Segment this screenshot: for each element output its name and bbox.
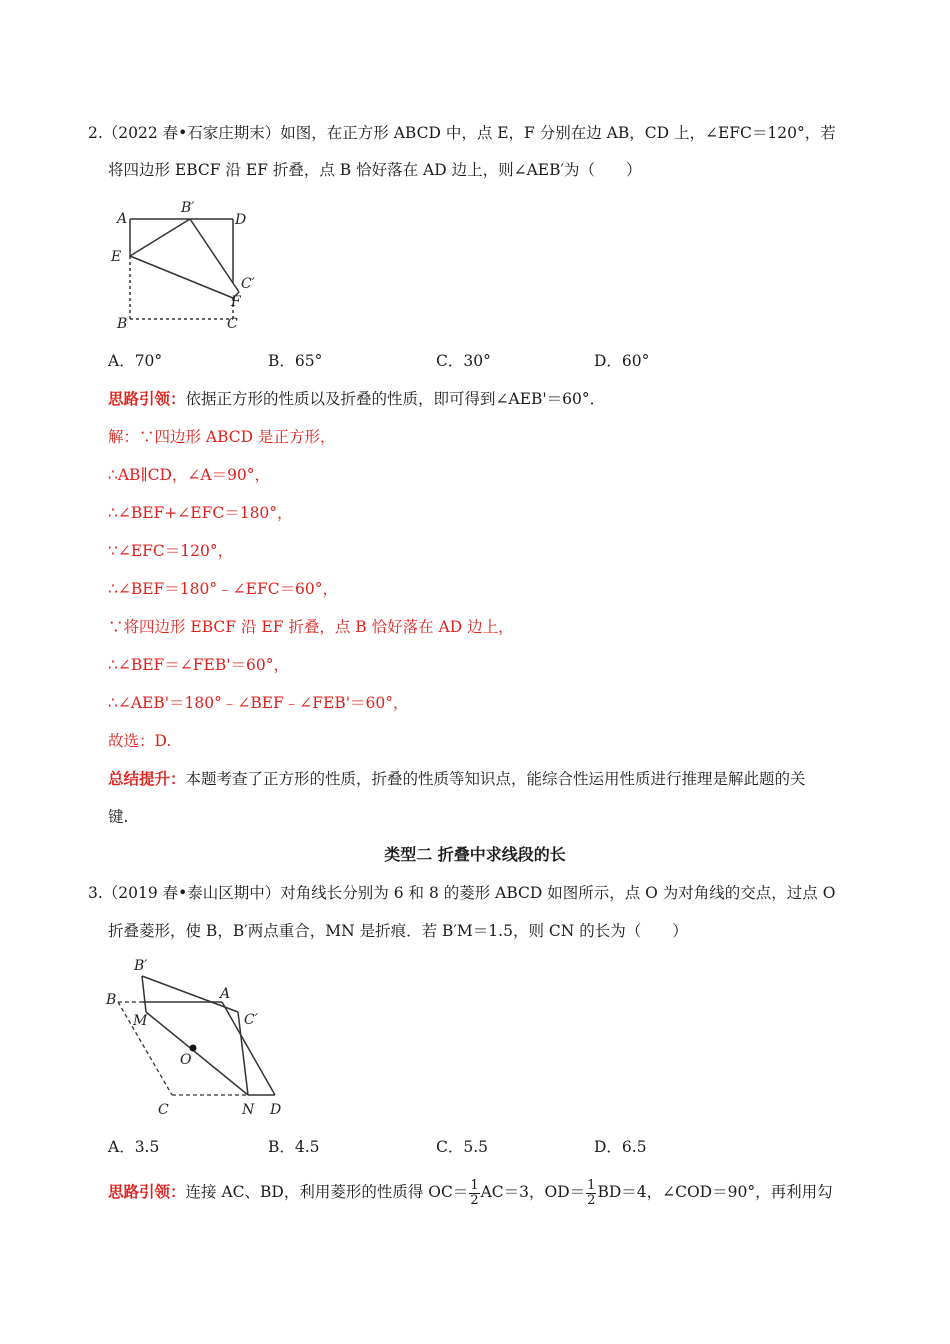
q2-summary-text: 本题考查了正方形的性质，折叠的性质等知识点，能综合性运用性质进行推理是解此题的关 xyxy=(185,770,806,788)
label-D: D xyxy=(270,1102,282,1118)
q3-figure xyxy=(100,952,300,1122)
label-B: B xyxy=(117,316,128,332)
label-F: F xyxy=(231,294,241,310)
label-A: A xyxy=(220,986,231,1002)
q2-solution-line-1: 解：∵四边形 ABCD 是正方形， xyxy=(108,428,336,446)
q3-hint-label: 思路引领： xyxy=(108,1182,186,1201)
label-B: B xyxy=(106,992,117,1008)
q2-summary xyxy=(108,768,806,790)
q2-solution-line-7: ∴∠BEF＝∠FEB'＝60°， xyxy=(108,656,289,674)
label-C-prime: C′ xyxy=(241,276,255,292)
q2-option-d: D．60° xyxy=(594,352,650,370)
q2-figure xyxy=(105,198,270,338)
q2-solution-line-8: ∴∠AEB'＝180°﹣∠BEF﹣∠FEB'＝60°， xyxy=(108,694,409,712)
label-B-prime: B′ xyxy=(134,958,148,974)
label-E: E xyxy=(111,249,122,265)
q2-hint-text: 依据正方形的性质以及折叠的性质，即可得到∠AEB'＝60°． xyxy=(185,390,606,408)
q3-option-d: D．6.5 xyxy=(594,1138,647,1156)
q2-option-c: C．30° xyxy=(436,352,491,370)
q3-option-a: A．3.5 xyxy=(108,1138,160,1156)
label-N: N xyxy=(242,1102,255,1118)
q2-option-b: B．65° xyxy=(268,352,323,370)
label-D: D xyxy=(235,212,247,228)
q2-stem-line1: 2.（2022 春•石家庄期末）如图，在正方形 ABCD 中，点 E，F 分别在边 AB，CD 上，∠EFC＝120°，若 xyxy=(88,124,836,142)
q2-solution-line-9: 故选：D. xyxy=(108,732,172,750)
q3-option-b: B．4.5 xyxy=(268,1138,320,1156)
q2-option-a: A．70° xyxy=(108,352,163,370)
q3-stem-line2: 折叠菱形，使 B，B′两点重合，MN 是折痕．若 B′M＝1.5，则 CN 的长为（ ） xyxy=(108,922,688,940)
q3-stem-line1: 3.（2019 春•泰山区期中）对角线长分别为 6 和 8 的菱形 ABCD 如图所示，点 O 为对角线的交点，过点 O xyxy=(88,884,836,902)
q2-solution-line-2: ∴AB∥CD，∠A＝90°， xyxy=(108,466,271,484)
q2-solution-line-4: ∵∠EFC＝120°， xyxy=(108,542,234,560)
q3-hint-part1: 连接 AC、BD，利用菱形的性质得 OC＝ xyxy=(185,1183,469,1201)
label-C-prime: C′ xyxy=(244,1012,258,1028)
q2-summary-label: 总结提升： xyxy=(108,769,186,788)
q3-hint-part3: BD＝4，∠COD＝90°，再利用勾 xyxy=(597,1183,833,1201)
label-C: C xyxy=(227,316,238,332)
q3-hint-part2: AC＝3，OD＝ xyxy=(480,1183,586,1201)
q2-hint xyxy=(108,388,605,410)
fraction-one-half: $\frac{1}{2}$ xyxy=(470,1177,479,1208)
q2-solution-line-5: ∴∠BEF＝180°﹣∠EFC＝60°， xyxy=(108,580,339,598)
q2-solution-line-6: ∵将四边形 EBCF 沿 EF 折叠，点 B 恰好落在 AD 边上， xyxy=(108,618,514,636)
label-M: M xyxy=(133,1013,148,1029)
q2-summary-continued: 键. xyxy=(108,808,129,826)
label-O: O xyxy=(180,1052,192,1068)
q3-option-c: C．5.5 xyxy=(436,1138,489,1156)
section-title: 类型二 折叠中求线段的长 xyxy=(384,845,566,864)
q2-stem-line2: 将四边形 EBCF 沿 EF 折叠，点 B 恰好落在 AD 边上，则∠AEB′为（ ） xyxy=(108,161,642,179)
label-A: A xyxy=(117,211,128,227)
q3-hint xyxy=(108,1174,833,1210)
label-C: C xyxy=(158,1102,169,1118)
label-B-prime: B′ xyxy=(181,200,195,216)
fraction-one-half-2: $\frac{1}{2}$ xyxy=(587,1177,596,1208)
q2-solution-line-3: ∴∠BEF+∠EFC＝180°， xyxy=(108,504,293,522)
q2-hint-label: 思路引领： xyxy=(108,389,186,408)
